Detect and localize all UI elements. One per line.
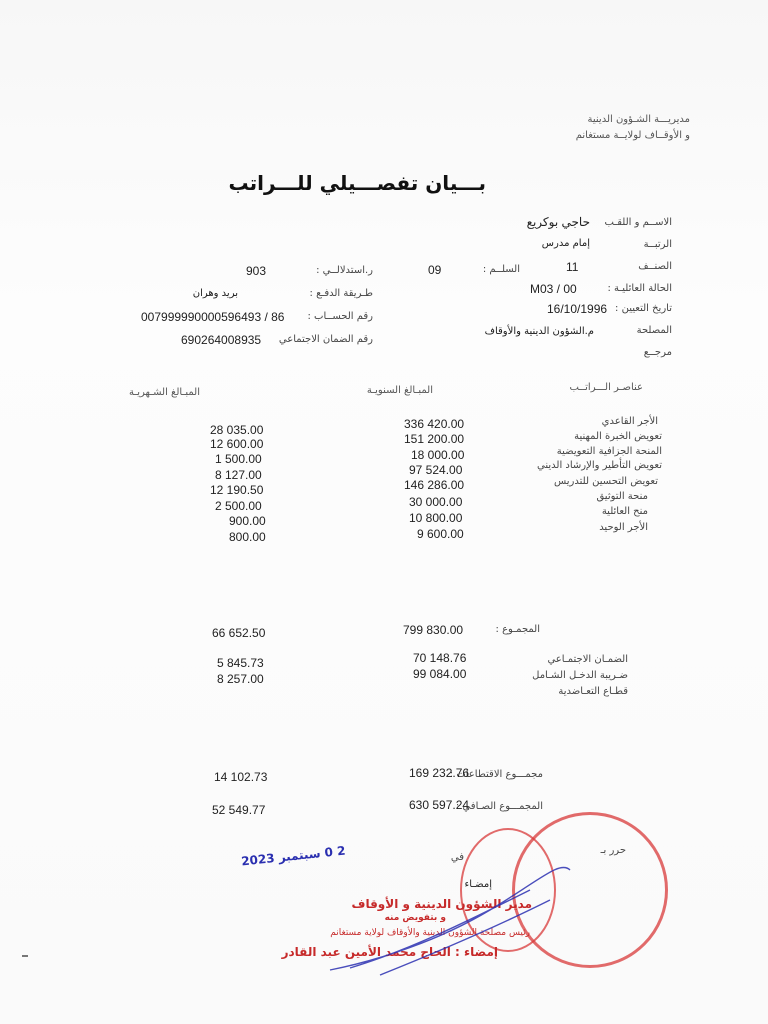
family-label: الحالة العائليـة : [607, 283, 672, 294]
made-in-label: حرر بـ [600, 845, 626, 856]
grade-value: إمام مدرس [541, 238, 590, 249]
reference-label: مرجــع [643, 347, 672, 358]
payment-value: بريد وهران [192, 288, 238, 299]
row-monthly: 12 190.50 [210, 483, 264, 497]
grade-label: الرتبــة [643, 239, 672, 250]
name-value: حاجي بوكريع [526, 215, 590, 229]
row-label: منحة التوثيق [596, 491, 648, 502]
social-security-label: رقم الضمان الاجتماعي [278, 334, 373, 345]
deductions-total-monthly: 14 102.73 [214, 770, 268, 784]
row-monthly: 12 600.00 [210, 437, 264, 451]
row-annual: 151 200.00 [404, 432, 465, 446]
social-security-value: 690264008935 [181, 333, 262, 347]
row-annual: 336 420.00 [404, 417, 465, 431]
row-monthly: 28 035.00 [210, 423, 264, 437]
row-label: تعويض الخبرة المهنية [574, 431, 662, 442]
category-value: 11 [566, 260, 579, 274]
monthly-column-header: المبـالغ الشـهريـة [128, 387, 200, 398]
row-monthly: 900.00 [229, 514, 266, 528]
row-monthly: 800.00 [229, 530, 266, 544]
account-value: 007999990000596493 / 86 [141, 310, 285, 324]
row-annual: 9 600.00 [417, 527, 464, 541]
date-stamp: 2 0 سبتمبر 2023 [240, 843, 347, 869]
name-label: الاســم و اللقـب [604, 217, 672, 228]
edge-mark [22, 955, 28, 957]
page-title: بـــيان تفصـــيلي للـــراتب [228, 171, 486, 195]
signature-label: إمضـاء [464, 879, 492, 890]
row-monthly: 2 500.00 [215, 499, 262, 513]
deduction-annual: 99 084.00 [413, 667, 467, 681]
index-value: 903 [246, 264, 267, 278]
payment-label: طـريقة الدفـع : [309, 288, 373, 299]
family-value: M03 / 00 [530, 282, 577, 296]
service-value: م.الشؤون الدينية والأوقاف [484, 326, 594, 337]
deduction-monthly: 5 845.73 [217, 656, 264, 670]
annual-column-header: المبـالغ السنويـة [366, 385, 433, 396]
row-annual: 146 286.00 [404, 478, 465, 492]
signer-name: إمضاء : الحاج محمد الأمين عبد القادر [281, 945, 498, 959]
row-label: الأجر القاعدي [601, 416, 658, 427]
deductions-total-annual: 169 232.76 [409, 766, 470, 780]
row-label: منح العائلية [601, 506, 648, 517]
total-monthly: 66 652.50 [212, 626, 266, 640]
row-label: تعويض التحسين للتدريس [554, 476, 658, 487]
signer-role-line-3: رئيس مصلحة الشؤون الدينية والأوقاف لولاية مستغانم [330, 928, 530, 938]
row-annual: 30 000.00 [409, 495, 463, 509]
row-monthly: 8 127.00 [215, 468, 262, 482]
row-label: تعويض التأطير والإرشاد الديني [537, 460, 662, 471]
category-label: الصنــف [638, 261, 672, 272]
echelon-label: السلــم : [482, 264, 520, 275]
deduction-monthly: 8 257.00 [217, 672, 264, 686]
deductions-total-label: مجمـــوع الاقتطاعات : [449, 769, 543, 780]
date-on-label: في [450, 852, 464, 863]
row-annual: 18 000.00 [411, 448, 465, 462]
row-label: المنحة الجزافية التعويضية [556, 446, 662, 457]
row-monthly: 1 500.00 [215, 452, 262, 466]
total-label: المجمـوع : [495, 624, 540, 635]
account-label: رقم الحســاب : [307, 311, 373, 322]
net-total-label: المجمـــوع الصـافي : [455, 801, 543, 812]
elements-column-header: عناصـر الـــراتــب [569, 382, 643, 393]
row-annual: 97 524.00 [409, 463, 463, 477]
header-line-1: مديريـــة الشـؤون الدينية [587, 114, 690, 125]
index-label: ر.استدلالــي : [316, 265, 373, 276]
total-annual: 799 830.00 [403, 623, 464, 637]
header-line-2: و الأوقــاف لولايــة مستغانم [575, 130, 690, 141]
net-total-monthly: 52 549.77 [212, 803, 266, 817]
row-annual: 10 800.00 [409, 511, 463, 525]
deduction-label: الضمـان الاجتمـاعي [547, 654, 628, 665]
signer-role-line-1: مدير الشؤون الدينية و الأوقاف [351, 897, 532, 911]
deduction-annual: 70 148.76 [413, 651, 467, 665]
service-label: المصلحة [636, 325, 672, 336]
deduction-label: قطـاع التعـاضدية [558, 686, 628, 697]
hire-date-label: تاريخ التعيين : [615, 303, 672, 314]
echelon-value: 09 [428, 263, 442, 277]
signer-role-line-2: و بتفويض منه [384, 913, 446, 923]
deduction-label: ضـريبة الدخـل الشـامل [532, 670, 628, 681]
row-label: الأجر الوحيد [599, 522, 648, 533]
hire-date-value: 16/10/1996 [547, 302, 608, 316]
net-total-annual: 630 597.24 [409, 798, 470, 812]
handwritten-signature [320, 850, 580, 980]
